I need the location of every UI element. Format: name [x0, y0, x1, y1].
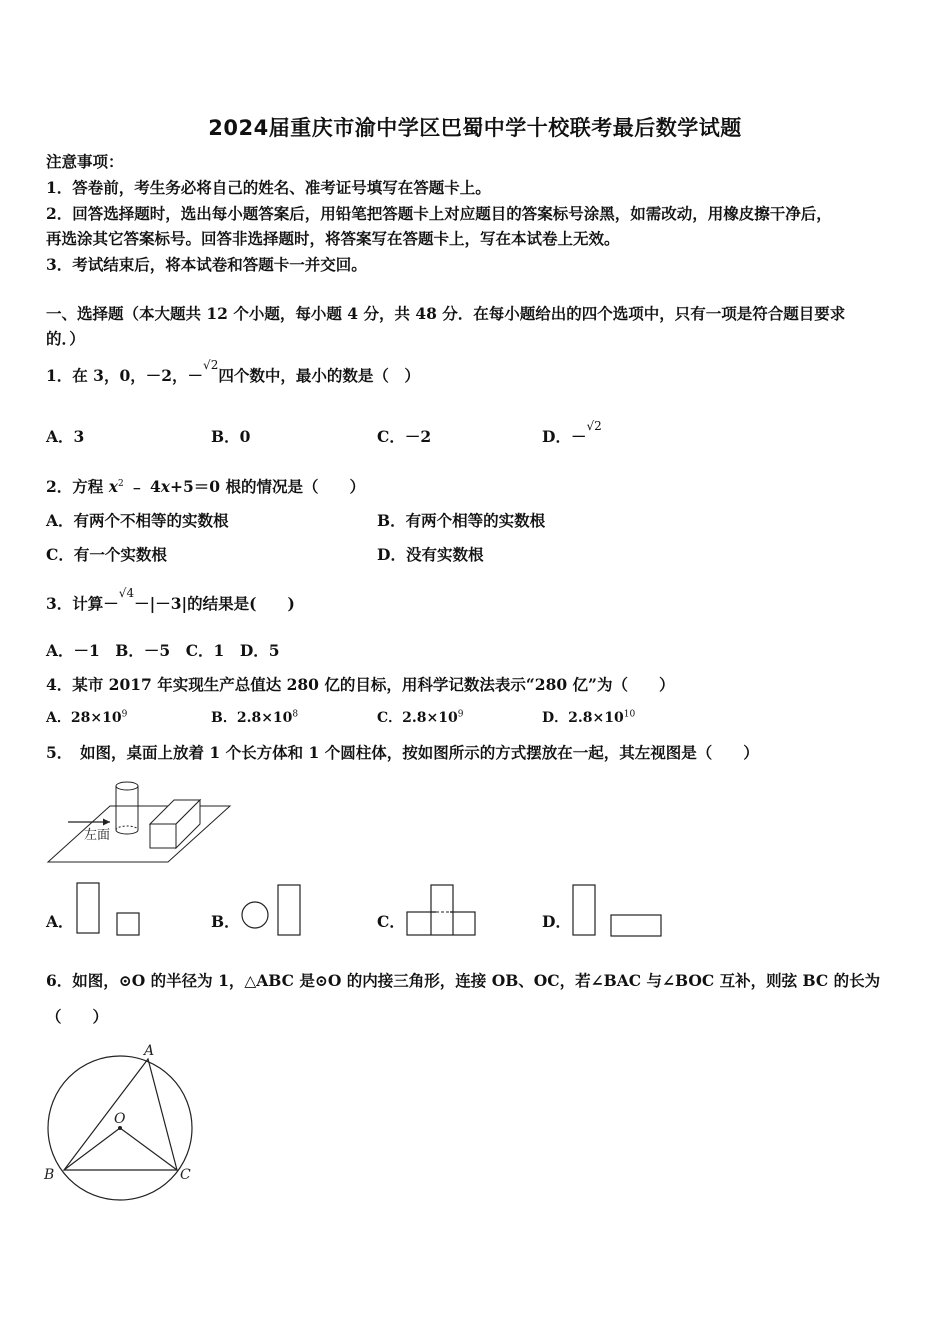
q1-stem-post: 四个数中，最小的数是（ ）: [218, 366, 420, 385]
notice-heading: 注意事项：: [46, 152, 124, 171]
q5-3d-figure: [44, 776, 234, 866]
q1-stem: [46, 358, 420, 386]
q3-stem-root: √4: [118, 586, 135, 600]
section-heading-line-1: 一、选择题（本大题共 12 个小题，每小题 4 分，共 48 分．在每小题给出的四个选项中，只有一项是符合题目要求: [46, 304, 846, 323]
notice-item-1: 1．答卷前，考生务必将自己的姓名、准考证号填写在答题卡上。: [46, 178, 491, 197]
q6-circle-figure: [40, 1040, 210, 1210]
q3-options: A．－1 B．－5 C．1 D．5: [46, 641, 280, 660]
q2-var-x: x: [108, 477, 118, 496]
q3-stem-pre: 3．计算－: [46, 594, 119, 613]
q1-option-d-root: √2: [586, 419, 602, 433]
q4-option-b-base: B．2.8×10: [211, 710, 293, 726]
q2-stem-mid: ﹣ 4: [123, 477, 161, 496]
q1-option-d: [542, 419, 602, 447]
page-title: 2024届重庆市渝中学区巴蜀中学十校联考最后数学试题: [208, 116, 742, 140]
q5-option-a-label: A．: [46, 912, 74, 931]
q2-exponent: 2: [117, 478, 124, 489]
q4-option-c: [377, 707, 463, 727]
q4-option-c-base: C．2.8×10: [377, 710, 458, 726]
cuboid: [150, 800, 200, 848]
q1-option-a: A．3: [46, 427, 85, 446]
segment-oc: [120, 1128, 177, 1170]
label-a: A: [144, 1043, 155, 1059]
cylinder: [116, 782, 138, 834]
q2-option-b: B．有两个相等的实数根: [377, 511, 546, 530]
notice-item-2-line-2: 再选涂其它答案标号。回答非选择题时，将答案写在答题卡上，写在本试卷上无效。: [46, 229, 620, 248]
label-b: B: [44, 1167, 55, 1183]
q3-stem: [46, 586, 295, 614]
q5-option-b-label: B．: [211, 912, 240, 931]
q2-stem-post: +5＝0 根的情况是（ ）: [170, 477, 365, 496]
q5-option-c-figure: [406, 884, 478, 938]
notice-item-3: 3．考试结束后，将本试卷和答题卡一并交回。: [46, 255, 367, 274]
notice-item-2-line-1: 2．回答选择题时，选出每小题答案后，用铅笔把答题卡上对应题目的答案标号涂黑，如需改动，用橡皮擦干净后，: [46, 204, 832, 223]
q1-option-d-label: D．－: [542, 427, 587, 446]
q4-option-d: [542, 707, 635, 727]
q2-stem: [46, 475, 365, 497]
q5-figure-label: 左面: [84, 828, 111, 843]
q4-option-a-base: A．28×10: [46, 710, 122, 726]
q4-option-d-exp: 10: [623, 709, 636, 720]
q5-option-d-figure: [572, 884, 666, 938]
q5-stem: 5． 如图，桌面上放着 1 个长方体和 1 个圆柱体，按如图所示的方式摆放在一起，其左视图是（ ）: [46, 743, 759, 762]
q4-option-a: [46, 707, 127, 727]
section-heading-line-2: 的．）: [46, 329, 85, 348]
q4-option-b: [211, 707, 298, 727]
q5-option-a-figure: [76, 882, 146, 938]
q1-option-b: B．0: [211, 427, 251, 446]
q2-option-a: A．有两个不相等的实数根: [46, 511, 229, 530]
q4-option-c-exp: 9: [457, 709, 464, 720]
segment-ob: [64, 1128, 120, 1170]
arrow-head-icon: [103, 819, 110, 826]
q2-option-c: C．有一个实数根: [46, 545, 167, 564]
q3-stem-post: －|－3|的结果是( ): [134, 594, 295, 613]
label-o: O: [114, 1111, 126, 1127]
q1-option-c: C．－2: [377, 427, 432, 446]
q5-option-c-label: C．: [377, 912, 405, 931]
q4-option-d-base: D．2.8×10: [542, 710, 624, 726]
q2-var-x-2: x: [160, 477, 170, 496]
label-c: C: [180, 1167, 191, 1183]
q5-option-d-label: D．: [542, 912, 571, 931]
q6-stem-line-2: （ ）: [46, 1007, 109, 1026]
q1-stem-pre: 1．在 3，0，－2，－: [46, 366, 204, 385]
q4-option-a-exp: 9: [121, 709, 128, 720]
q1-stem-root: √2: [203, 358, 219, 372]
q5-option-b-figure: [240, 884, 304, 938]
q2-option-d: D．没有实数根: [377, 545, 484, 564]
q4-option-b-exp: 8: [292, 709, 299, 720]
q4-stem: 4．某市 2017 年实现生产总值达 280 亿的目标，用科学记数法表示“280 亿”为（ ）: [46, 675, 675, 694]
q6-stem-line-1: 6．如图，⊙O 的半径为 1，△ABC 是⊙O 的内接三角形，连接 OB、OC，若∠BAC 与∠BOC 互补，则弦 BC 的长为: [46, 971, 881, 990]
q2-stem-pre: 2．方程: [46, 477, 109, 496]
table-plane: [48, 806, 230, 862]
